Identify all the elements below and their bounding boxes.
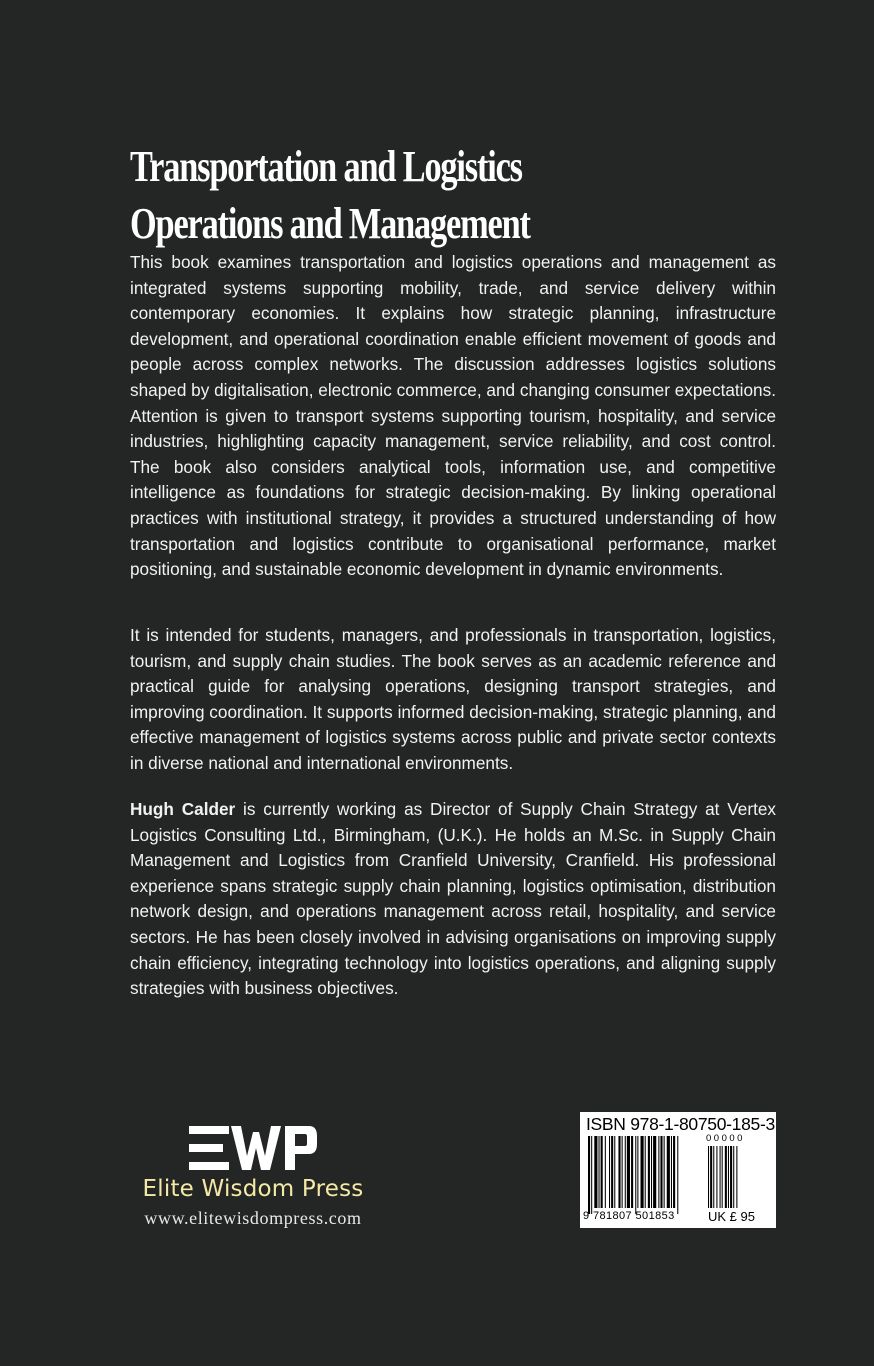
barcode-bar [648, 1136, 650, 1208]
barcode-bar [605, 1136, 606, 1208]
barcode-bar [614, 1136, 615, 1208]
ewp-monogram-icon [189, 1126, 317, 1170]
publisher-logo [130, 1126, 376, 1229]
barcode-bar [625, 1136, 626, 1208]
barcode-addon-bar [725, 1146, 727, 1208]
barcode-addon-bar [720, 1146, 721, 1208]
description-paragraph-1: This book examines transportation and logistics operations and management as integrated systems supporting mobility, trade, and service delivery within contemporary economies. It explains how strategic planning, infrastructure development, and operational coordination enable efficient movement of goods and people across complex networks. The discussion addresses logistics solutions shaped by digitalisation, electronic commerce, and changing consumer expectations. Attention is given to transport systems supporting tourism, hospitality, and service industries, highlighting capacity management, service reliability, and cost control. The book also considers analytical tools, information use, and competitive intelligence as foundations for strategic decision-making. By linking operational practices with institutional strategy, it provides a structured understanding of how transportation and logistics contribute to organisational performance, market positioning, and sustainable economic development in dynamic environments. [130, 252, 776, 580]
price-label: UK £ 95 [708, 1209, 755, 1224]
book-title-line-1: Transportation and Logistics [130, 142, 522, 191]
isbn-number: ISBN 978-1-80750-185-3 [586, 1114, 775, 1134]
author-name: Hugh Calder [130, 799, 236, 819]
barcode-addon-bar [730, 1146, 732, 1208]
barcode-bar [588, 1136, 590, 1214]
barcode-bar [671, 1136, 672, 1208]
barcode-bar [677, 1136, 678, 1214]
barcode-bar [594, 1136, 597, 1208]
barcode-addon-bar [728, 1146, 729, 1208]
barcode-bar [599, 1136, 600, 1208]
barcode-bar [635, 1136, 636, 1214]
barcode-bar [658, 1136, 659, 1208]
barcode-bar [667, 1136, 670, 1208]
author-bio [130, 797, 776, 1002]
publisher-name: Elite Wisdom Press [142, 1176, 364, 1202]
barcode-bar [664, 1136, 665, 1208]
barcode-bar [673, 1136, 675, 1208]
barcode-bar [627, 1136, 630, 1208]
barcode-bar [611, 1136, 613, 1208]
barcode-bar [660, 1136, 662, 1208]
barcode-bar [651, 1136, 652, 1208]
barcode-addon-bar [736, 1146, 737, 1208]
barcode-bar [609, 1136, 610, 1208]
description-paragraph-2: It is intended for students, managers, and professionals in transportation, logistics, tourism, and supply chain studies. The book serves as an academic reference and practical guide for analysing operations, designing transport strategies, and improving coordination. It supports informed decision-making, strategic planning, and effective management of logistics systems across public and private sector contexts in diverse national and international environments. [130, 625, 776, 773]
barcode-digits: 9 781807 501853 [583, 1210, 675, 1222]
barcode-addon-bar [716, 1146, 717, 1208]
barcode-bar [637, 1136, 638, 1208]
barcode-addon-bar [708, 1146, 709, 1208]
barcode-bar [645, 1136, 646, 1208]
barcode-bar [622, 1136, 623, 1208]
barcode-addon-bar [733, 1146, 734, 1208]
barcode-bar [591, 1136, 592, 1214]
barcode-bar [653, 1136, 656, 1208]
isbn-barcode [580, 1112, 776, 1228]
barcode-addon-digits: 00000 [706, 1133, 745, 1144]
book-title-line-2: Operations and Management [130, 199, 530, 248]
book-title [130, 138, 629, 252]
barcode-bar [631, 1136, 633, 1208]
barcode-addon-bar [722, 1146, 723, 1208]
barcode-addon-bar [713, 1146, 714, 1208]
barcode-addon-bar [710, 1146, 712, 1208]
author-bio-text: is currently working as Director of Supply Chain Strategy at Vertex Logistics Consulting Ltd., Birmingham, (U.K.). He holds an M.Sc. in Supply Chain Management and Logistics from Cranfield University, Cranfield. His professional experience spans strategic supply chain planning, logistics optimisation, distribution network design, and operations management across retail, hospitality, and service sectors. He has been closely involved in advising organisations on improving supply chain efficiency, integrating technology into logistics operations, and aligning supply strategies with business objectives. [130, 799, 776, 999]
barcode-bar [618, 1136, 620, 1208]
barcode-bar [601, 1136, 603, 1208]
publisher-website: www.elitewisdompress.com [144, 1208, 362, 1228]
barcode-bar [641, 1136, 644, 1208]
